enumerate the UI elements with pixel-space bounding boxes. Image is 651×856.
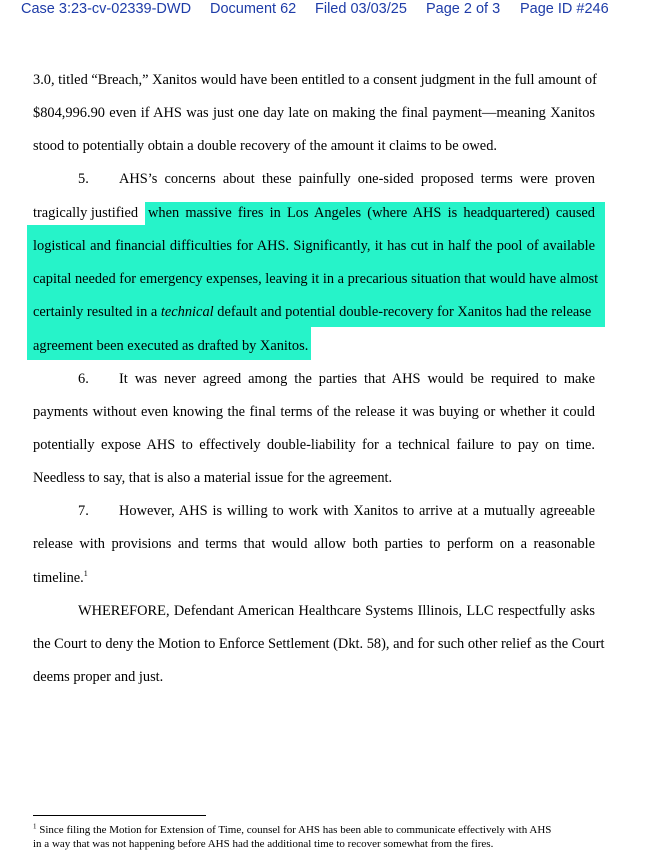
paragraph-number: 7. [78,503,89,519]
body-line: Needless to say, that is also a material issue for the agreement. [33,470,393,486]
body-line [33,569,88,587]
body-line: release with provisions and terms that would allow both parties to perform on a reasonable [33,536,595,552]
body-line: payments without even knowing the final terms of the release it was buying or whether it could [33,404,595,420]
body-line: agreement been executed as drafted by Xanitos. [33,338,309,354]
paragraph-number: 6. [78,371,89,387]
body-text: timeline. [33,570,84,586]
footnote-divider [33,815,206,816]
case-number: Case 3:23-cv-02339-DWD [21,1,192,17]
body-line: the Court to deny the Motion to Enforce Settlement (Dkt. 58), and for such other relief as the Court [33,636,605,652]
body-line: 3.0, titled “Breach,” Xanitos would have been entitled to a consent judgment in the full amount of [33,72,597,88]
body-line [33,303,595,321]
body-line: deems proper and just. [33,669,164,685]
filed-date: Filed 03/03/25 [315,1,407,17]
paragraph-number: 5. [78,171,89,187]
footnote-line: in a way that was not happening before AHS had the additional time to recover somewhat from the fires. [33,838,494,850]
body-text: certainly resulted in a [33,304,158,320]
body-line: when massive fires in Los Angeles (where AHS is headquartered) caused [148,205,595,221]
body-line: However, AHS is willing to work with Xanitos to arrive at a mutually agreeable [119,503,595,519]
document-number: Document 62 [210,1,297,17]
body-line: potentially expose AHS to effectively double-liability for a technical failure to pay on time. [33,437,595,453]
page-count: Page 2 of 3 [426,1,501,17]
body-line: stood to potentially obtain a double recovery of the amount it claims to be owed. [33,138,497,154]
footnote-reference[interactable]: 1 [83,569,88,579]
body-line: It was never agreed among the parties that AHS would be required to make [119,371,595,387]
footnote-mark: 1 [33,822,37,831]
page-id: Page ID #246 [520,1,609,17]
emphasis-text: technical [160,304,214,320]
body-line: capital needed for emergency expenses, leaving it in a precarious situation that would have almost [33,271,599,287]
body-line: WHEREFORE, Defendant American Healthcare Systems Illinois, LLC respectfully asks [78,603,595,619]
body-line: $804,996.90 even if AHS was just one day late on making the final payment—meaning Xanitos [33,105,595,121]
footnote-text: Since filing the Motion for Extension of Time, counsel for AHS has been able to communicate effectively with AHS [39,824,552,836]
body-line: AHS’s concerns about these painfully one-sided proposed terms were proven [119,171,595,187]
body-line: tragically justified [33,205,139,221]
pdf-header-stamp [0,0,651,18]
body-line: logistical and financial difficulties for AHS. Significantly, it has cut in half the pool of available [33,238,595,254]
body-text: default and potential double-recovery for Xanitos had the release [217,304,592,320]
